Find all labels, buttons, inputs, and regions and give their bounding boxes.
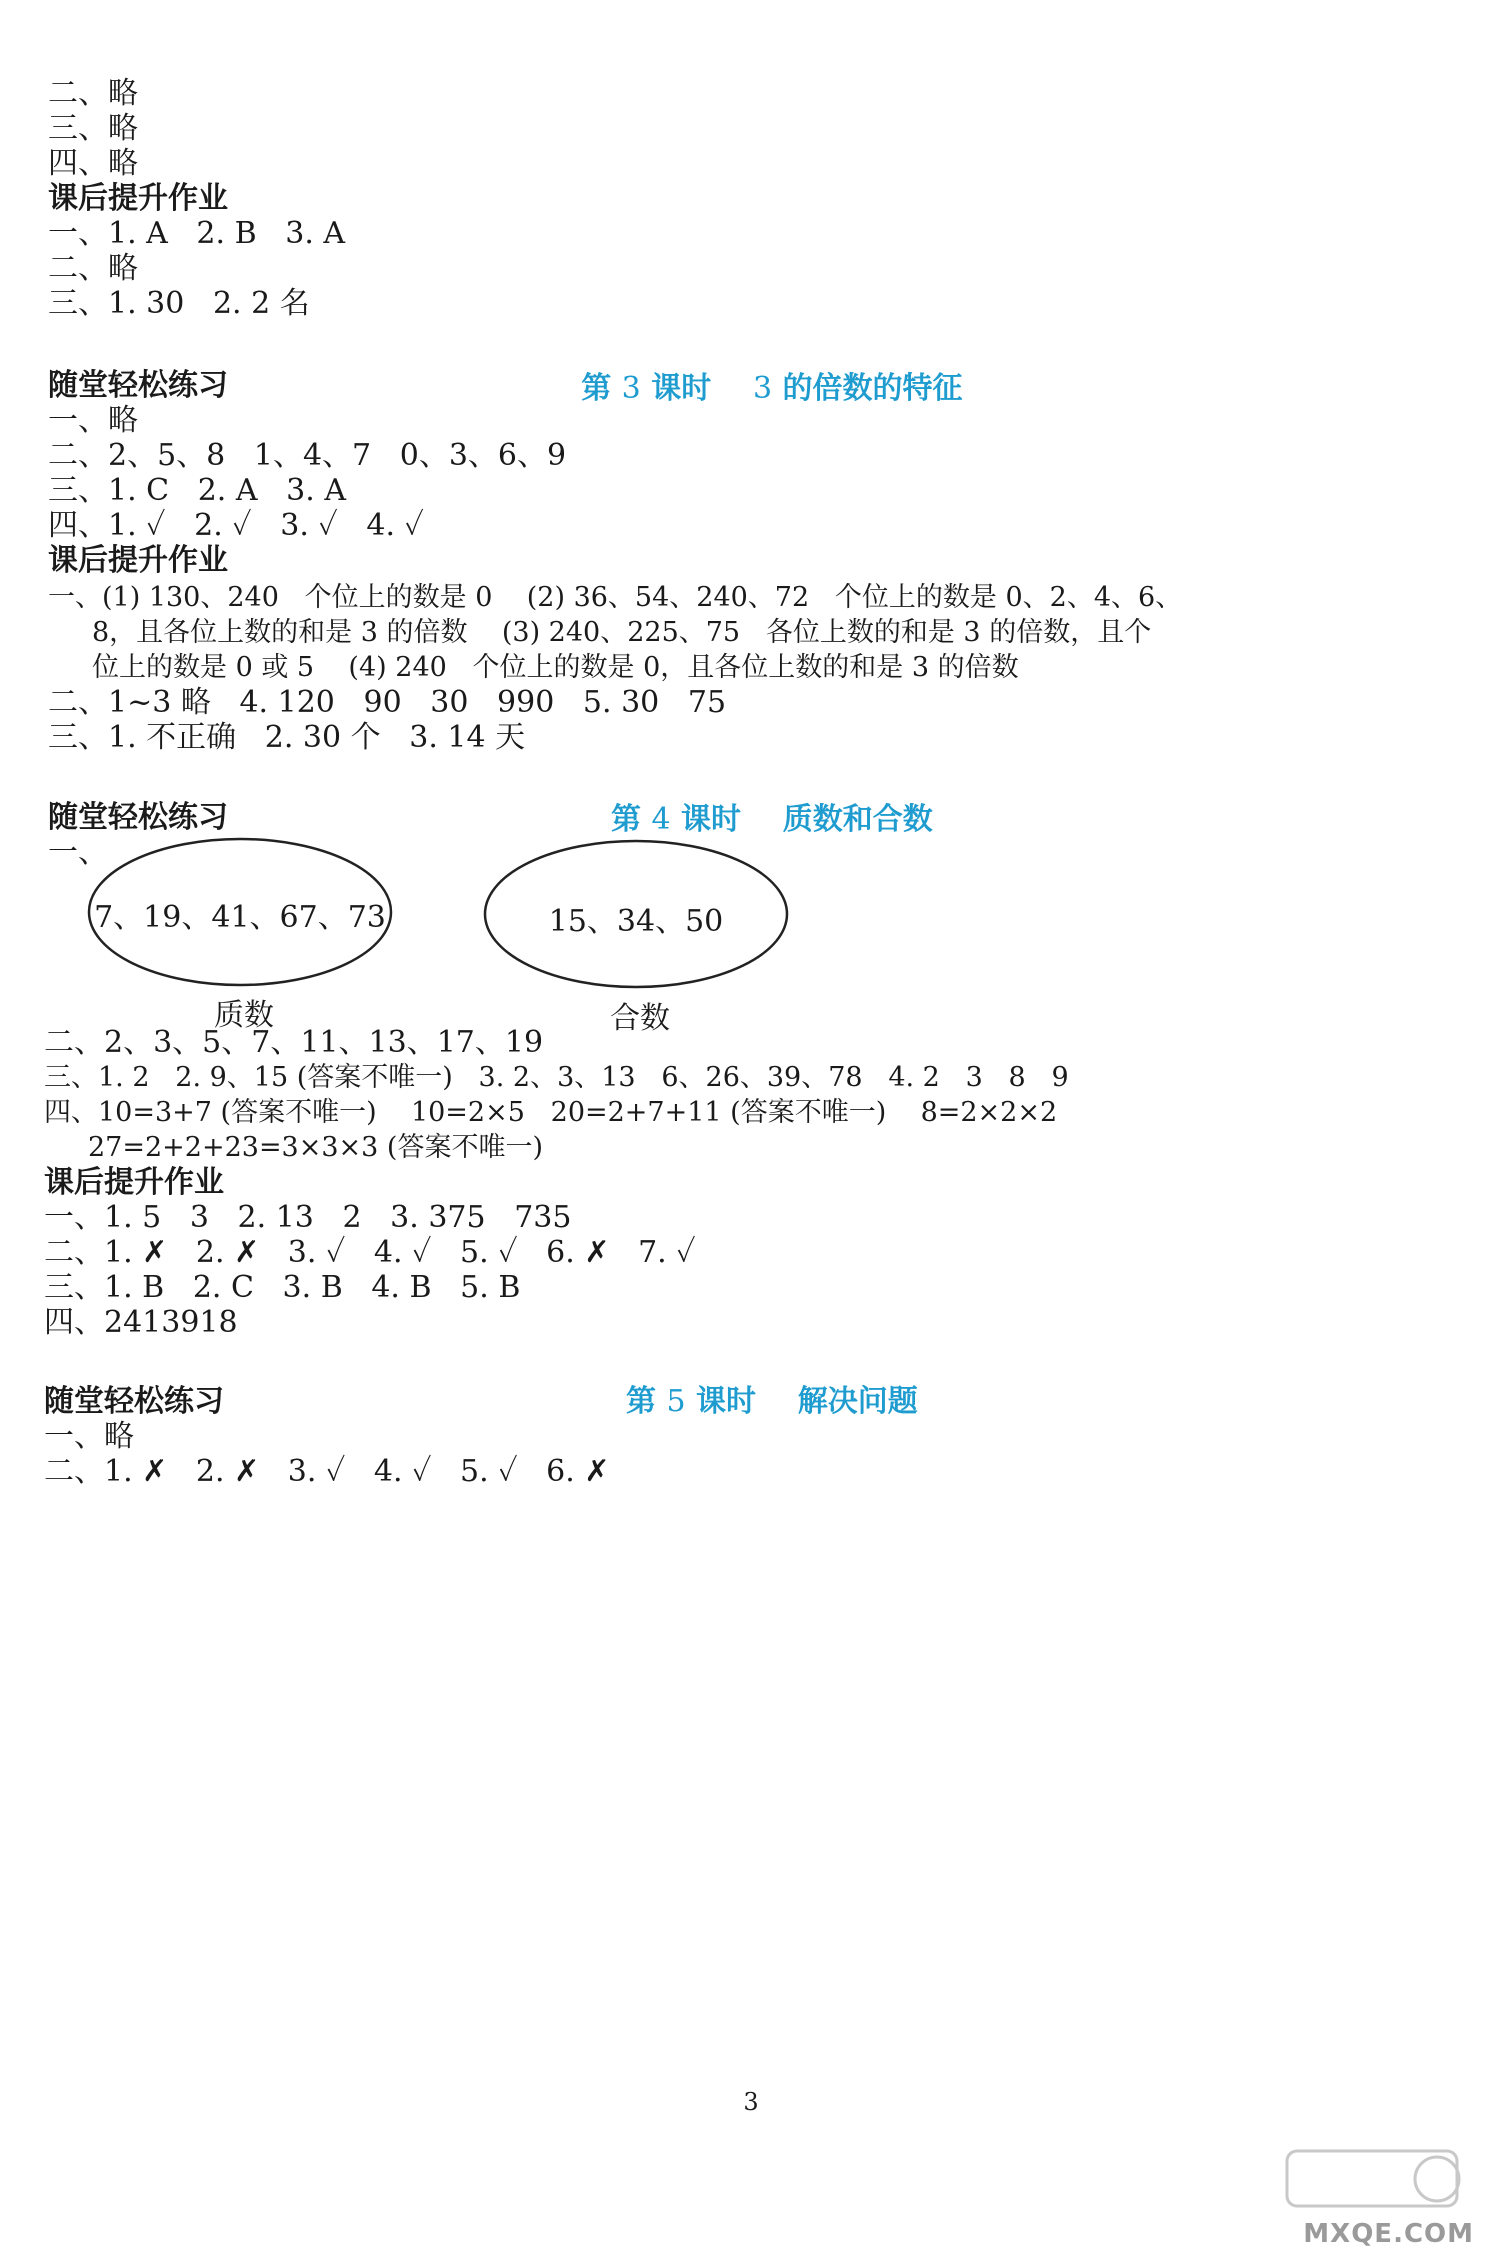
watermark-text: MXQE.COM — [1303, 2219, 1474, 2249]
answer-line: 二、1. ✗ 2. ✗ 3. ✓ 4. ✓ 5. ✓ 6. ✗ — [44, 1454, 610, 1489]
lesson-title-4: 第 4 课时 质数和合数 — [611, 802, 933, 837]
answer-line: 三、略 — [48, 111, 138, 146]
answer-line: 二、1~3 略 4. 120 90 30 990 5. 30 75 — [48, 685, 727, 720]
composite-label: 合数 — [610, 1001, 670, 1036]
section-heading: 随堂轻松练习 — [48, 800, 228, 835]
section-heading: 课后提升作业 — [44, 1165, 224, 1200]
section-heading: 课后提升作业 — [48, 543, 228, 578]
answer-line: 一、略 — [48, 403, 138, 438]
section-heading: 随堂轻松练习 — [48, 368, 228, 403]
answer-line: 三、1. 2 2. 9、15 (答案不唯一) 3. 2、3、13 6、26、39、78 4. 2 3 8 9 — [44, 1062, 1069, 1093]
answer-line: 二、略 — [48, 76, 138, 111]
answer-line: 27=2+2+23=3×3×3 (答案不唯一) — [88, 1132, 543, 1163]
answer-line: 四、略 — [48, 146, 138, 181]
answer-line: 三、1. 不正确 2. 30 个 3. 14 天 — [48, 720, 526, 755]
answer-line: 二、略 — [48, 251, 138, 286]
answer-line: 一、 — [48, 835, 108, 870]
answer-line: 二、2、5、8 1、4、7 0、3、6、9 — [48, 438, 567, 473]
prime-values: 7、19、41、67、73 — [94, 900, 386, 935]
answer-line: 四、1. ✓ 2. ✓ 3. ✓ 4. ✓ — [48, 508, 424, 543]
section-heading: 随堂轻松练习 — [44, 1384, 224, 1419]
composite-values: 15、34、50 — [548, 904, 724, 939]
answer-line: 一、1. 5 3 2. 13 2 3. 375 735 — [44, 1200, 572, 1235]
answer-line: 三、1. B 2. C 3. B 4. B 5. B — [44, 1270, 521, 1305]
section-heading: 课后提升作业 — [48, 181, 228, 216]
answer-line: 8，且各位上数的和是 3 的倍数 (3) 240、225、75 各位上数的和是 3 的倍数，且个 — [92, 617, 1152, 648]
lesson-title-5: 第 5 课时 解决问题 — [626, 1384, 918, 1419]
answer-line: 一、1. A 2. B 3. A — [48, 216, 346, 251]
answer-line: 二、1. ✗ 2. ✗ 3. ✓ 4. ✓ 5. ✓ 6. ✗ 7. ✓ — [44, 1235, 696, 1270]
lesson-title-3: 第 3 课时 3 的倍数的特征 — [581, 371, 963, 406]
composite-set-ellipse — [482, 838, 790, 990]
answer-line: 二、2、3、5、7、11、13、17、19 — [44, 1025, 544, 1060]
prime-label: 质数 — [214, 998, 274, 1033]
answer-line: 一、(1) 130、240 个位上的数是 0 (2) 36、54、240、72 个位上的数是 0、2、4、6、 — [48, 582, 1183, 613]
answer-line: 一、略 — [44, 1419, 134, 1454]
page-number: 3 — [743, 2088, 759, 2116]
answer-line: 三、1. 30 2. 2 名 — [48, 286, 310, 321]
answer-line: 位上的数是 0 或 5 (4) 240 个位上的数是 0，且各位上数的和是 3 的倍数 — [92, 652, 1019, 683]
answer-line: 四、10=3+7 (答案不唯一) 10=2×5 20=2+7+11 (答案不唯一) 8=2×2×2 — [44, 1097, 1058, 1128]
answer-line: 三、1. C 2. A 3. A — [48, 473, 346, 508]
answer-line: 四、2413918 — [44, 1305, 238, 1340]
prime-set-ellipse — [86, 836, 394, 988]
